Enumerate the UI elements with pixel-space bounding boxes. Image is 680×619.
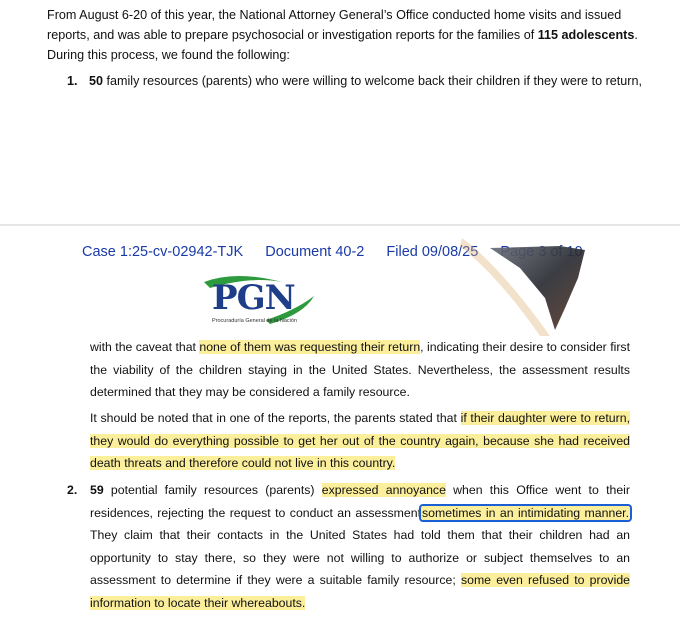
- boxed-intimidating-manner: sometimes in an intimidating manner.: [422, 505, 629, 520]
- paragraph-caveat: [90, 336, 630, 404]
- highlight-refused-info: some even refused to provide information to locate their whereabouts.: [90, 573, 630, 610]
- list-number: 1.: [67, 74, 78, 88]
- list-item-text: family resources (parents) who were willing to welcome back their children if they were to return,: [103, 74, 642, 88]
- caveat-text-1: with the caveat that: [90, 340, 200, 354]
- list-item-2: [67, 479, 630, 614]
- list-number: 2.: [67, 483, 78, 497]
- highlight-death-threats: if their daughter were to return, they would do everything possible to get her out of the country again, because she had received death threats and therefore could not live in this country.: [90, 411, 631, 470]
- paragraph-report-note: [90, 407, 630, 475]
- item2-text-1: potential family resources (parents): [103, 483, 322, 497]
- redaction-smudge: [460, 238, 590, 338]
- logo-letters: PGN: [212, 278, 295, 318]
- case-number: Case 1:25-cv-02942-TJK: [82, 244, 244, 260]
- list-bold-count: 59: [90, 483, 104, 497]
- report-text-1: It should be noted that in one of the reports, the parents stated that: [90, 411, 461, 425]
- caveat-text-2: , indicating their desire to consider first the viability of the children staying in the United States. Nevertheless, the assessment results determined that they may be considered a family resource.: [90, 340, 630, 399]
- list-bold-count: 50: [89, 74, 104, 88]
- intro-text-2: . During this process, we found the following:: [47, 28, 638, 62]
- pgn-logo: [196, 274, 326, 334]
- item2-text-3: They claim that their contacts in the United States had told them that their children had an opportunity to stay there, so they were not willing to authorize or subject themselves to an assessment to determine if they were a suitable family resource;: [90, 528, 630, 587]
- list-item-1: [67, 71, 647, 91]
- intro-text-1: From August 6-20 of this year, the National Attorney General’s Office conducted home visits and issued reports, and was able to prepare psychosocial or investigation reports for the families of: [47, 8, 622, 42]
- highlight-no-return: none of them was requesting their return: [199, 340, 421, 354]
- highlight-annoyance: expressed annoyance: [321, 483, 446, 497]
- intro-paragraph: [47, 5, 647, 65]
- intro-bold-count: 115 adolescents: [537, 28, 635, 42]
- document-page-2: [0, 226, 680, 619]
- document-page-1: [0, 0, 680, 224]
- filed-date: Filed 09/08/25: [386, 244, 479, 260]
- document-number: Document 40-2: [265, 244, 365, 260]
- item2-text-2: when this Office went to their residences, rejecting the request to conduct an assessment: [90, 483, 630, 520]
- logo-subtitle: Procuraduría General de la Nación: [212, 318, 297, 324]
